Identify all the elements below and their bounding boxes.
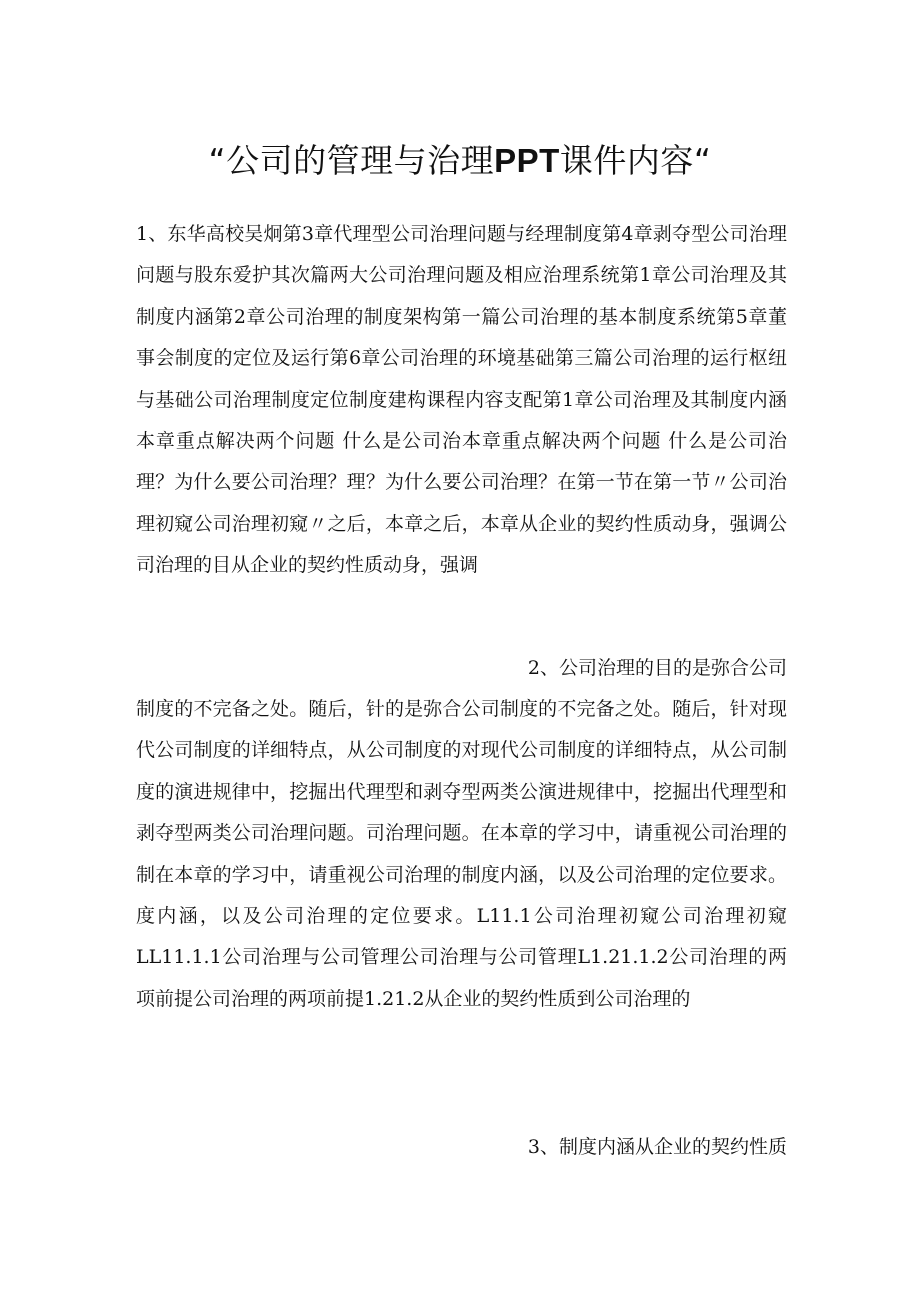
title-latin-text: PPT bbox=[494, 142, 560, 179]
document-title bbox=[0, 136, 920, 186]
title-end-text: 课件内容“ bbox=[559, 141, 712, 180]
title-main-text: “公司的管理与治理 bbox=[208, 141, 495, 180]
paragraph-2: 制度的不完备之处。随后，针的是弥合公司制度的不完备之处。随后，针对现代公司制度的详细特点，从公司制度的对现代公司制度的详细特点，从公司制度的演进规律中，挖掘出代理型和剥夺型两类公演进规律中，挖掘出代理型和剥夺型两类公司治理问题。司治理问题。在本章的学习中，请重视公司治理的制在本章的学习中，请重视公司治理的制度内涵，以及公司治理的定位要求。度内涵，以及公司治理的定位要求。L11.1公司治理初窥公司治理初窥LL11.1.1公司治理与公司管理公司治理与公司管理L1.21.1.2公司治理的两项前提公司治理的两项前提1.21.2从企业的契约性质到公司治理的 bbox=[136, 698, 787, 1010]
paragraph-1: 1、东华高校吴炯第3章代理型公司治理问题与经理制度第4章剥夺型公司治理问题与股东爱护其次篇两大公司治理问题及相应治理系统第1章公司治理及其制度内涵第2章公司治理的制度架构第一篇公司治理的基本制度系统第5章董事会制度的定位及运行第6章公司治理的环境基础第三篇公司治理的运行枢纽与基础公司治理制度定位制度建构课程内容支配第1章公司治理及其制度内涵本章重点解决两个问题 什么是公司治本章重点解决两个问题 什么是公司治理？为什么要公司治理？理？为什么要公司治理？在第一节在第一节〃公司治理初窥公司治理初窥〃之后，本章之后，本章从企业的契约性质动身，强调公司治理的目从企业的契约性质动身，强调 bbox=[136, 223, 787, 577]
paragraph-2-heading: 2、公司治理的目的是弥合公司 bbox=[527, 657, 787, 679]
paragraph-3: 3、制度内涵从企业的契约性质 bbox=[527, 1136, 787, 1158]
